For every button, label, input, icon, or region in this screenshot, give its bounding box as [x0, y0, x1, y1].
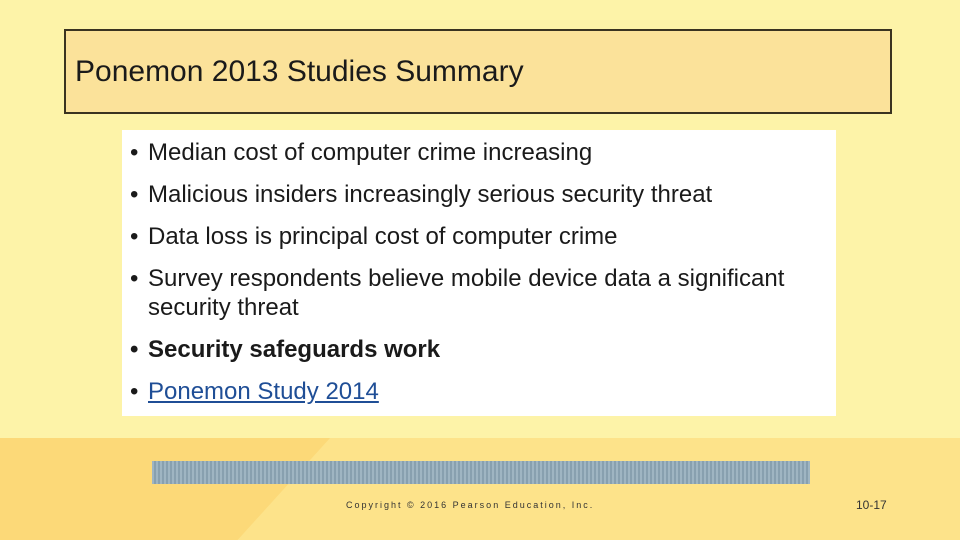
page-number: 10-17 [856, 498, 887, 512]
title-box [64, 29, 892, 114]
bullet-item-bold: • Security safeguards work [130, 335, 830, 364]
ponemon-study-link[interactable]: Ponemon Study 2014 [148, 378, 379, 405]
bullet-item: • Median cost of computer crime increasing [130, 138, 830, 167]
bullet-list [130, 138, 830, 419]
bullet-item: • Malicious insiders increasingly serious security threat [130, 180, 830, 209]
content-box [122, 130, 836, 416]
bullet-item: • Survey respondents believe mobile device data a significant security threat [130, 264, 830, 322]
decorative-strip [152, 461, 810, 484]
bullet-item-link [130, 377, 830, 406]
bullet-item: • Data loss is principal cost of computer crime [130, 222, 830, 251]
copyright-text: Copyright © 2016 Pearson Education, Inc. [346, 500, 595, 510]
slide-title: Ponemon 2013 Studies Summary [75, 55, 524, 88]
